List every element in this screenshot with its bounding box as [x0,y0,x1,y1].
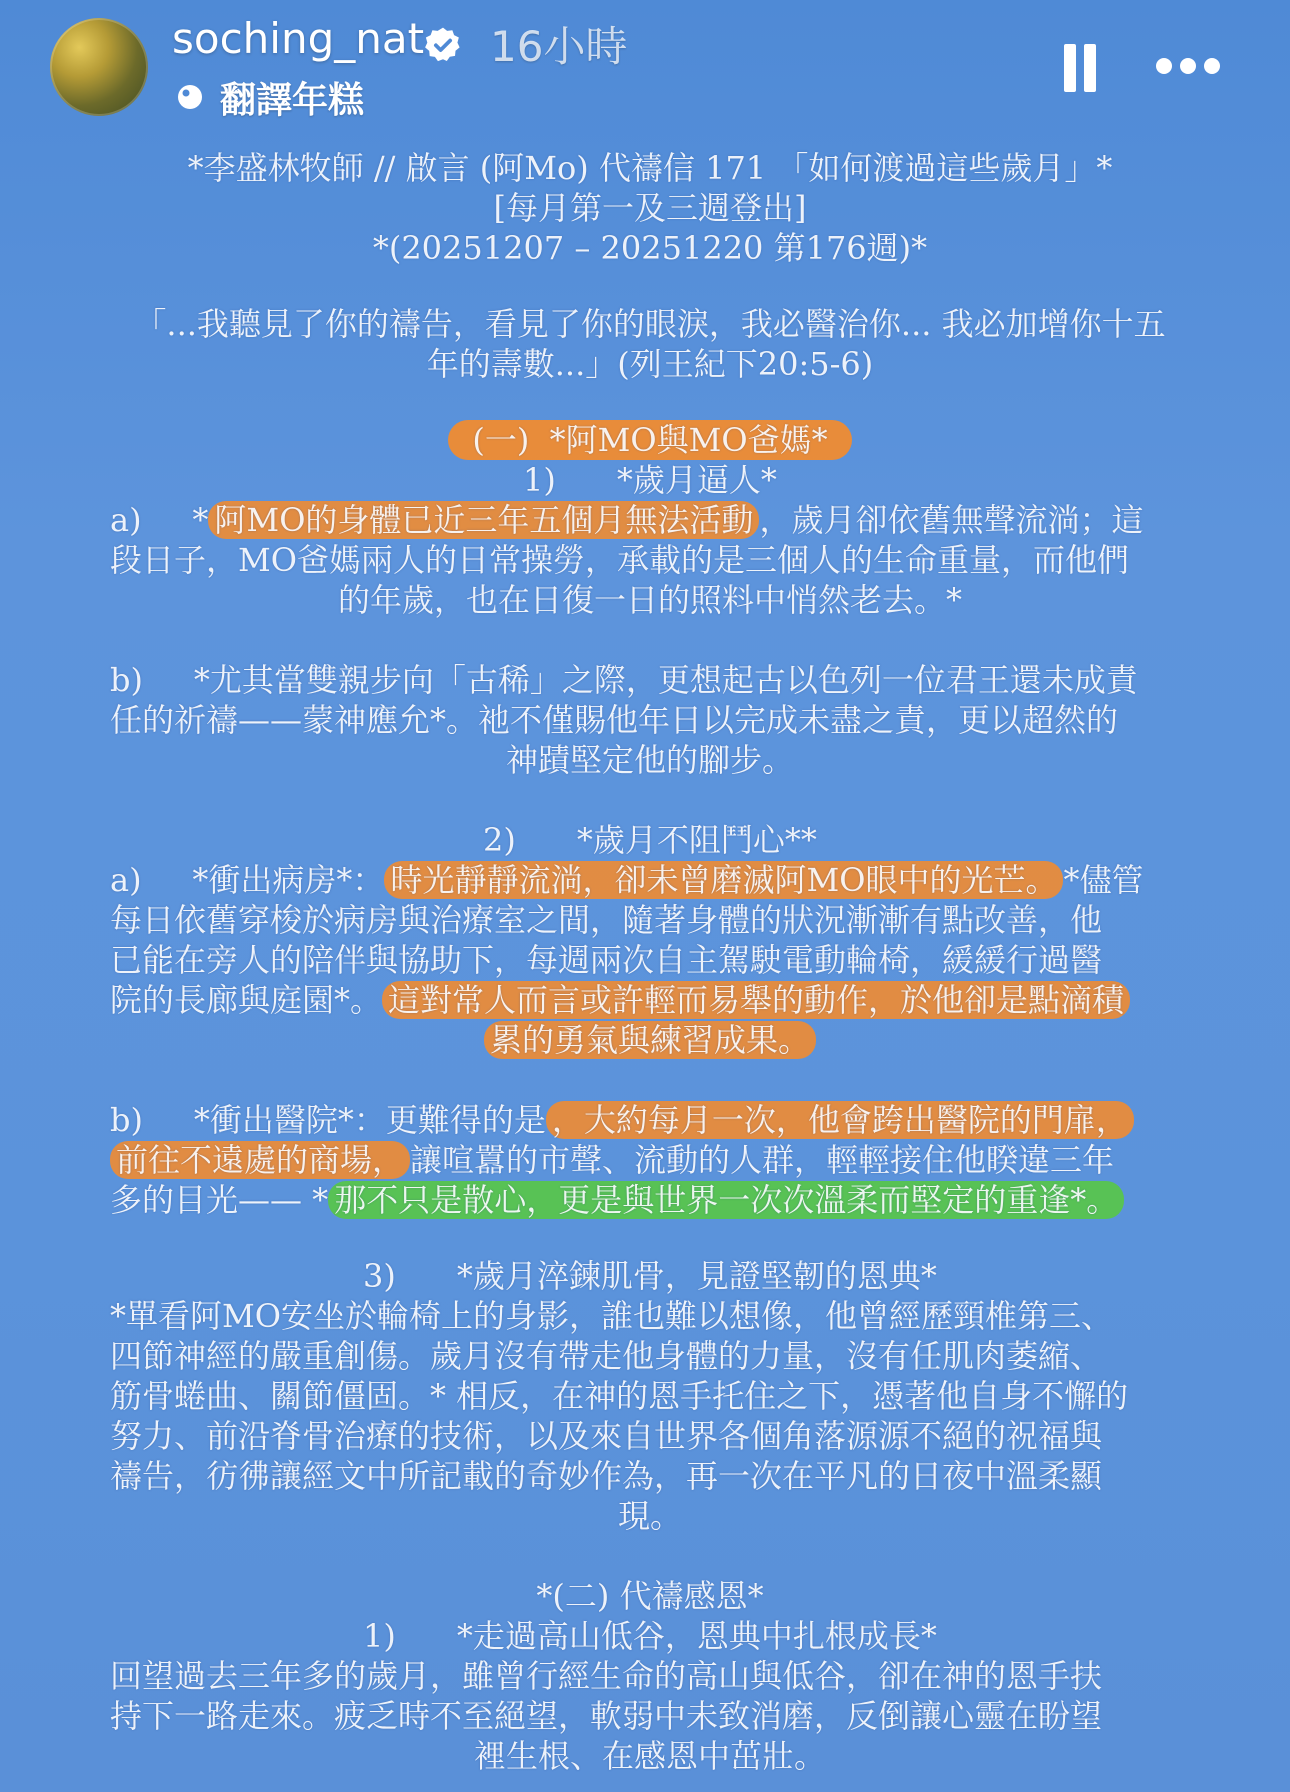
highlight-orange: 前往不遠處的商場， [110,1141,410,1179]
highlight-green: 那不只是散心，更是與世界一次次溫柔而堅定的重逢*。 [328,1181,1124,1219]
para-text: 多的目光—— * [110,1181,329,1219]
verified-badge-icon [424,26,462,64]
subtitle-row [176,72,364,122]
story-header [0,0,1290,130]
avatar[interactable] [50,18,148,116]
para-text: b) *尤其當雙親步向「古稀」之際，更想起古以色列一位君王還未成責 [110,661,1138,699]
highlight-orange: 時光靜靜流淌，卻未曾磨滅阿MO眼中的光芒。 [384,861,1063,899]
para-text: a) *衝出病房*： [110,861,385,899]
highlight-orange: 這對常人而言或許輕而易舉的動作，於他卻是點滴積 [382,981,1130,1019]
paragraph-2a [100,860,1200,1060]
paragraph-3 [100,1296,1200,1536]
para-text: 任的祈禱——蒙神應允*。祂不僅賜他年日以完成未盡之責，更以超然的 [110,701,1119,739]
s1-1-title: 1) *歲月逼人* [523,461,777,499]
s1-2-title: 2) *歲月不阻鬥心** [483,821,817,859]
prayer-letter [100,148,1200,1776]
paragraph-s2-1 [100,1656,1200,1776]
para-text: *單看阿MO安坐於輪椅上的身影，誰也難以想像，他曾經歷頸椎第三、 [110,1297,1114,1335]
bible-verse [100,304,1200,384]
para-text: *儘管 [1063,861,1144,899]
para-text: 段日子，MO爸媽兩人的日常操勞，承載的是三個人的生命重量，而他們 [110,541,1130,579]
verse-line: 年的壽數...」(列王紀下20:5-6) [426,345,874,383]
para-text: a) * [110,501,209,539]
username[interactable]: soching_nat [172,14,425,63]
para-text: 現。 [617,1497,682,1535]
highlight-orange: 阿MO的身體已近三年五個月無法活動 [208,501,759,539]
intro-line: [每月第一及三週登出] [493,189,807,227]
more-options-icon[interactable] [1152,50,1224,86]
highlight-orange: 累的勇氣與練習成果。 [484,1021,816,1059]
para-text: 神蹟堅定他的腳步。 [505,741,794,779]
section1-title: (一) *阿MO與MO爸媽* [448,420,851,460]
subtitle-label: 翻譯年糕 [220,79,365,121]
post-time: 16小時 [490,22,628,71]
para-text: 持下一路走來。疲乏時不至絕望，軟弱中未致消磨，反倒讓心靈在盼望 [110,1697,1103,1735]
paragraph-1a [100,500,1200,620]
intro [100,148,1200,268]
paragraph-2b [100,1100,1200,1220]
para-text: ，歲月卻依舊無聲流淌；這 [759,501,1144,539]
s2-1-title: 1) *走過高山低谷，恩典中扎根成長* [363,1617,937,1655]
para-text: 禱告，彷彿讓經文中所記載的奇妙作為，再一次在平凡的日夜中溫柔顯 [110,1457,1103,1495]
pause-icon[interactable] [1060,44,1100,92]
para-text: 回望過去三年多的歲月，雖曾行經生命的高山與低谷，卻在神的恩手扶 [110,1657,1103,1695]
section2-title: *(二) 代禱感恩* [536,1577,764,1615]
verse-line: 「...我聽見了你的禱告，看見了你的眼淚，我必醫治你... 我必加增你十五 [134,305,1166,343]
para-text: 已能在旁人的陪伴與協助下，每週兩次自主駕駛電動輪椅，緩緩行過醫 [110,941,1103,979]
para-text: 讓喧囂的市聲、流動的人群，輕輕接住他睽違三年 [410,1141,1115,1179]
intro-line: *(20251207 – 20251220 第176週)* [372,229,928,267]
para-text: 裡生根、在感恩中茁壯。 [473,1737,826,1775]
highlight-orange: ，大約每月一次，他會跨出醫院的門扉， [546,1101,1134,1139]
para-text: b) *衝出醫院*：更難得的是 [110,1101,546,1139]
para-text: 每日依舊穿梭於病房與治療室之間，隨著身體的狀況漸漸有點改善，他 [110,901,1103,939]
para-text: 的年歲，也在日復一日的照料中悄然老去。* [337,581,962,619]
para-text: 筋骨蜷曲、關節僵固。* 相反，在神的恩手托住之下，憑著他自身不懈的 [110,1377,1129,1415]
intro-line: *李盛林牧師 // 啟言 (阿Mo) 代禱信 171 「如何渡過這些歲月」* [187,149,1113,187]
para-text: 四節神經的嚴重創傷。歲月沒有帶走他身體的力量，沒有任肌肉萎縮、 [110,1337,1103,1375]
s1-3-title: 3) *歲月淬鍊肌骨，見證堅韌的恩典* [363,1257,937,1295]
para-text: 努力、前沿脊骨治療的技術，以及來自世界各個角落源源不絕的祝福與 [110,1417,1103,1455]
record-dot-icon [176,83,204,111]
para-text: 院的長廊與庭園*。 [110,981,383,1019]
paragraph-1b [100,660,1200,780]
